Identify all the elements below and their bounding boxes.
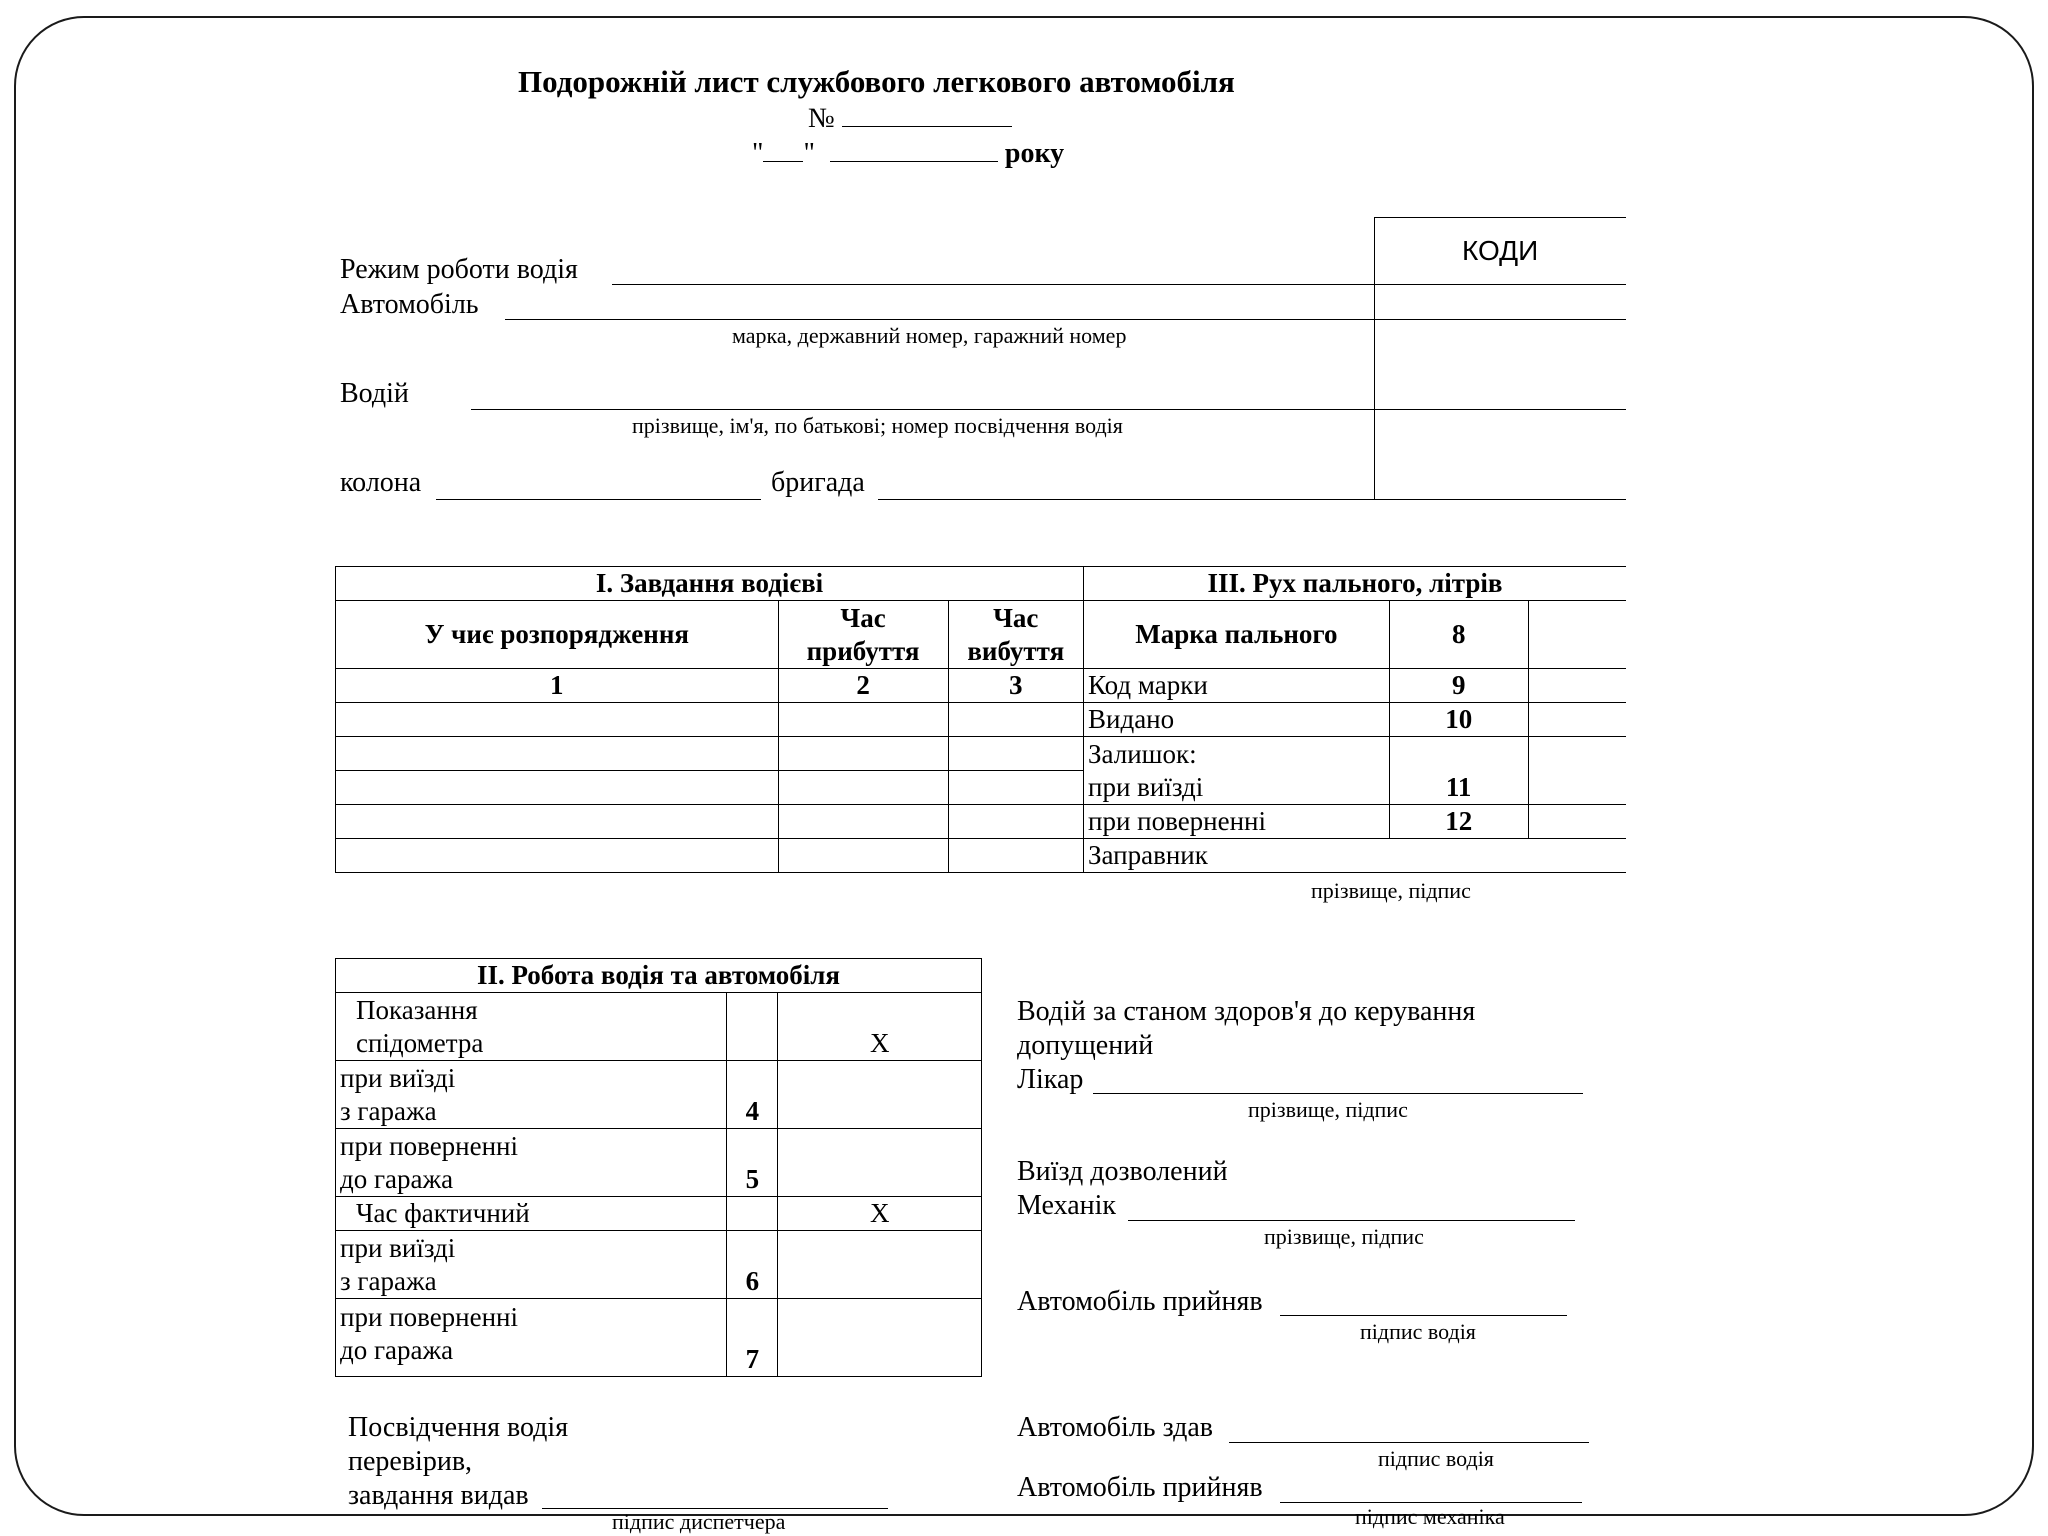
col-arrival-line1: Час	[840, 602, 886, 633]
task-cell-arrival[interactable]	[778, 771, 948, 805]
odo-exit-value[interactable]	[778, 1061, 982, 1129]
fuel-row-value[interactable]	[1528, 737, 1626, 805]
col-order-header: У чиє розпорядження	[336, 601, 779, 669]
fuel-exit-label: при виїзді	[1088, 772, 1204, 802]
fuel-row-value[interactable]	[1528, 703, 1626, 737]
code-6: 6	[727, 1231, 778, 1299]
task-cell-departure[interactable]	[948, 839, 1083, 873]
car-accepted2-label: Автомобіль прийняв	[1017, 1472, 1263, 1503]
task-row	[336, 839, 1084, 873]
mechanic-field[interactable]	[1128, 1220, 1575, 1221]
fuel-row-code: 10	[1389, 703, 1528, 737]
doctor-field[interactable]	[1093, 1093, 1583, 1094]
col-num-1: 1	[336, 669, 779, 703]
actual-time-label: Час фактичний	[336, 1197, 727, 1231]
column-label: колона	[340, 467, 422, 498]
driver-mode-field[interactable]	[612, 284, 1626, 285]
brigade-label: бригада	[771, 467, 865, 498]
col-departure-line1: Час	[993, 602, 1039, 633]
speedometer-label	[336, 993, 727, 1061]
date-quote-close: "	[803, 138, 815, 169]
fuel-value-brand[interactable]	[1528, 601, 1626, 669]
fuel-row-label: Код марки	[1084, 669, 1390, 703]
driver-label: Водій	[340, 378, 409, 409]
fuel-row-value[interactable]	[1528, 669, 1626, 703]
number-field[interactable]	[842, 100, 1012, 127]
col-departure-header	[948, 601, 1083, 669]
odo-return-line2: до гаража	[340, 1164, 454, 1194]
odo-exit-label	[336, 1061, 727, 1129]
codes-label: КОДИ	[1462, 235, 1539, 266]
car-returned-hint: підпис водія	[1378, 1446, 1494, 1471]
actual-time-x: Х	[778, 1197, 982, 1231]
fuel-row-code: 12	[1389, 805, 1528, 839]
car-accepted2-field[interactable]	[1280, 1502, 1582, 1503]
task-cell-departure[interactable]	[948, 737, 1083, 771]
page-title: Подорожній лист службового легкового автомобіля	[518, 64, 1235, 99]
column-field[interactable]	[436, 499, 761, 500]
task-row	[336, 805, 1084, 839]
driver-field[interactable]	[471, 409, 1626, 410]
task-cell-order[interactable]	[336, 839, 779, 873]
fuel-row-label	[1084, 737, 1390, 805]
task-row	[336, 703, 1084, 737]
license-line3: завдання видав	[348, 1480, 529, 1511]
health-line1: Водій за станом здоров'я до керування	[1017, 996, 1476, 1027]
fuel-row-value[interactable]	[1528, 805, 1626, 839]
col-num-3: 3	[948, 669, 1083, 703]
year-word: року	[1004, 138, 1065, 169]
task-cell-arrival[interactable]	[778, 703, 948, 737]
number-sign: №	[808, 103, 835, 134]
time-return-value[interactable]	[778, 1299, 982, 1377]
exit-allowed-label: Виїзд дозволений	[1017, 1156, 1228, 1187]
brigade-field[interactable]	[878, 499, 1626, 500]
date-row	[752, 135, 1064, 170]
car-accepted-field[interactable]	[1280, 1315, 1567, 1316]
refueler-label: Заправник	[1084, 839, 1627, 873]
code-5: 5	[727, 1129, 778, 1197]
odo-return-value[interactable]	[778, 1129, 982, 1197]
task-cell-order[interactable]	[336, 737, 779, 771]
fuel-row-code: 9	[1389, 669, 1528, 703]
mechanic-hint: прізвище, підпис	[1264, 1224, 1424, 1249]
fuel-code-8: 8	[1389, 601, 1528, 669]
col-arrival-line2: прибуття	[806, 635, 920, 666]
time-exit-line2: з гаража	[340, 1266, 437, 1296]
license-line2: перевірив,	[348, 1446, 473, 1477]
code-7: 7	[727, 1299, 778, 1377]
car-field[interactable]	[505, 319, 1626, 320]
fuel-balance-label: Залишок:	[1088, 739, 1197, 769]
fuel-table-title: ІІІ. Рух пального, літрів	[1084, 567, 1627, 601]
codes-left-border	[1374, 217, 1375, 500]
odo-exit-line1: при виїзді	[340, 1063, 456, 1093]
refueler-hint: прізвище, підпис	[1311, 878, 1471, 903]
month-field[interactable]	[830, 135, 998, 162]
task-cell-departure[interactable]	[948, 805, 1083, 839]
task-row	[336, 771, 1084, 805]
speedometer-x: Х	[778, 993, 982, 1061]
doctor-hint: прізвище, підпис	[1248, 1097, 1408, 1122]
odo-return-line1: при поверненні	[340, 1131, 519, 1161]
car-accepted2-hint: підпис механіка	[1355, 1504, 1505, 1529]
time-return-line2: до гаража	[340, 1335, 454, 1365]
speedometer-code	[727, 993, 778, 1061]
code-4: 4	[727, 1061, 778, 1129]
fuel-row-code: 11	[1389, 737, 1528, 805]
date-quote-open: "	[752, 138, 764, 169]
mechanic-label: Механік	[1017, 1190, 1117, 1221]
task-cell-order[interactable]	[336, 805, 779, 839]
actual-time-code	[727, 1197, 778, 1231]
task-table-title: І. Завдання водієві	[336, 567, 1084, 601]
driver-mode-label: Режим роботи водія	[340, 254, 578, 285]
day-field[interactable]	[763, 135, 803, 162]
time-exit-label	[336, 1231, 727, 1299]
codes-top-line	[1374, 217, 1626, 218]
time-return-line1: при поверненні	[340, 1302, 519, 1332]
task-table	[335, 566, 1083, 873]
task-cell-arrival[interactable]	[778, 839, 948, 873]
time-exit-value[interactable]	[778, 1231, 982, 1299]
doctor-label: Лікар	[1017, 1064, 1084, 1095]
license-line1: Посвідчення водія	[348, 1412, 569, 1443]
car-accepted-hint: підпис водія	[1360, 1319, 1476, 1344]
car-label: Автомобіль	[340, 289, 479, 320]
car-returned-field[interactable]	[1229, 1442, 1589, 1443]
task-cell-order[interactable]	[336, 703, 779, 737]
fuel-brand-header: Марка пального	[1084, 601, 1390, 669]
health-line2: допущений	[1017, 1030, 1154, 1061]
time-exit-line1: при виїзді	[340, 1233, 456, 1263]
number-row	[808, 100, 1012, 135]
fuel-row-label: при поверненні	[1084, 805, 1390, 839]
col-num-2: 2	[778, 669, 948, 703]
task-cell-arrival[interactable]	[778, 805, 948, 839]
task-cell-departure[interactable]	[948, 703, 1083, 737]
time-return-label	[336, 1299, 727, 1377]
task-row	[336, 737, 1084, 771]
speedometer-line1: Показання	[356, 995, 478, 1025]
odo-return-label	[336, 1129, 727, 1197]
fuel-table	[1083, 566, 1626, 873]
car-accepted-label: Автомобіль прийняв	[1017, 1286, 1263, 1317]
fuel-row-label: Видано	[1084, 703, 1390, 737]
col-departure-line2: вибуття	[967, 635, 1065, 666]
task-cell-departure[interactable]	[948, 771, 1083, 805]
car-hint: марка, державний номер, гаражний номер	[732, 323, 1127, 348]
col-arrival-header	[778, 601, 948, 669]
speedometer-line2: спідометра	[356, 1028, 484, 1058]
car-returned-label: Автомобіль здав	[1017, 1412, 1214, 1443]
dispatcher-hint: підпис диспетчера	[612, 1509, 786, 1534]
work-table-title: ІІ. Робота водія та автомобіля	[336, 959, 982, 993]
task-cell-order[interactable]	[336, 771, 779, 805]
odo-exit-line2: з гаража	[340, 1096, 437, 1126]
task-cell-arrival[interactable]	[778, 737, 948, 771]
driver-hint: прізвище, ім'я, по батькові; номер посвідчення водія	[632, 413, 1123, 438]
work-table	[335, 958, 982, 1377]
